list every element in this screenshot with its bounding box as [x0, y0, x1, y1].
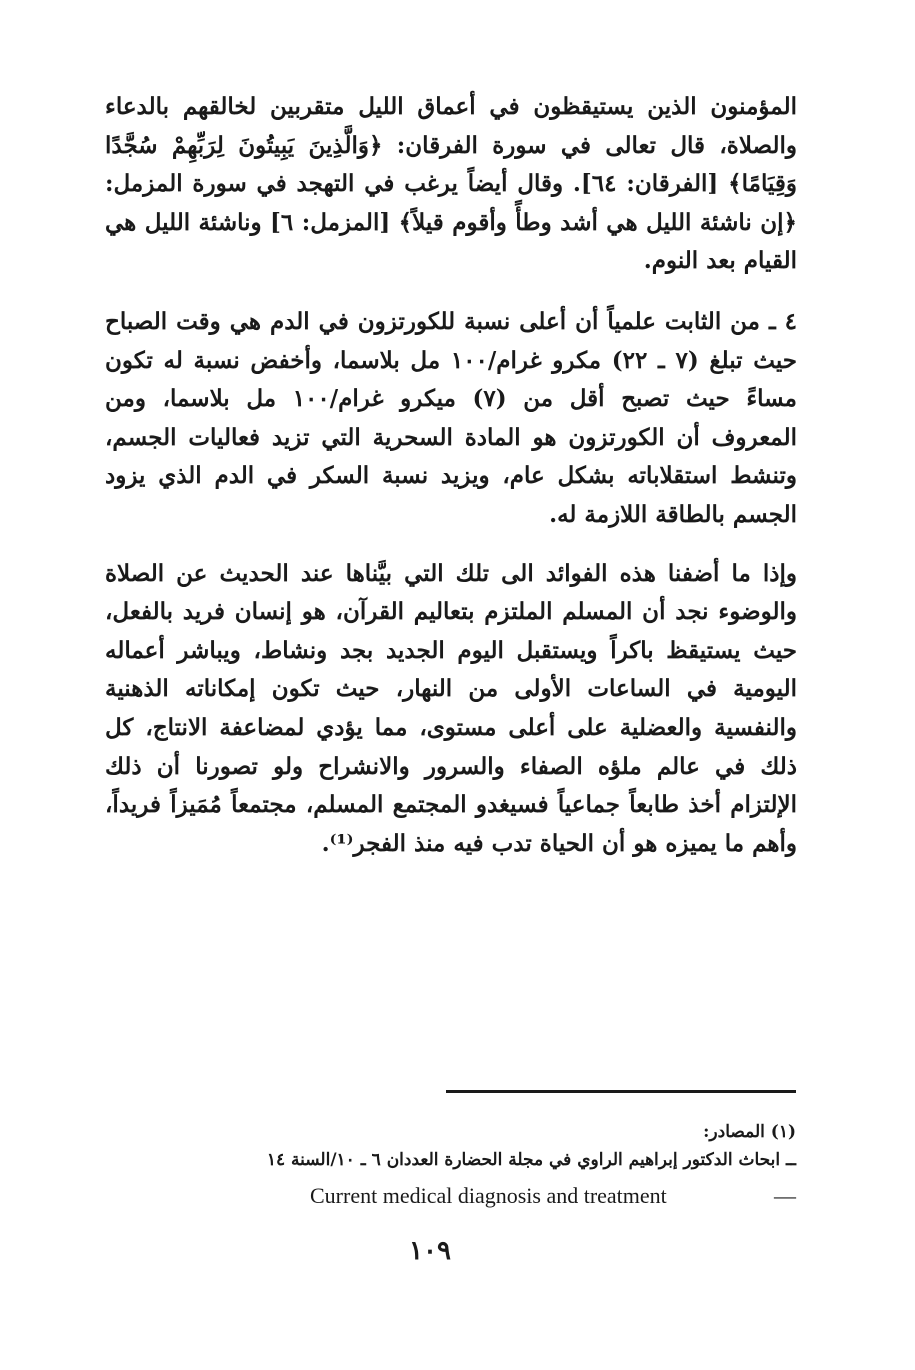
page-body: [105, 88, 797, 883]
paragraph-2: ٤ ـ من الثابت علمياً أن أعلى نسبة للكورتزون في الدم هي وقت الصباح حيث تبلغ (٧ ـ ٢٢) مكرو غرام/١٠٠ مل بلاسما، وأخفض نسبة له تكون مساءً حيث تصبح أقل من (٧) ميكرو غرام/١٠٠ مل بلاسما، ومن المعروف أن الكورتزون هو المادة السحرية التي تزيد فعاليات الجسم، وتنشط استقلاباته بشكل عام، ويزيد نسبة السكر في الدم الذي يزود الجسم بالطاقة اللازمة له.: [105, 307, 797, 528]
footnote-source-latin: [310, 1183, 796, 1209]
paragraph-1: المؤمنون الذين يستيقظون في أعماق الليل متقربين لخالقهم بالدعاء والصلاة، قال تعالى في سورة الفرقان: ﴿وَالَّذِينَ يَبِيتُونَ لِرَبِّهِمْ سُجَّدًا وَقِيَامًا﴾ [الفرقان: ٦٤]. وقال أيضاً يرغب في التهجد في سورة المزمل: ﴿إن ناشئة الليل هي أشد وطأً وأقوم قيلاً﴾ [المزمل: ٦] وناشئة الليل هي القيام بعد النوم.: [105, 93, 797, 275]
footnote-source-latin-dash: —: [774, 1183, 796, 1208]
footnote-source-arabic: ــ ابحاث الدكتور إبراهيم الراوي في مجلة الحضارة العددان ٦ ـ ١٠/السنة ١٤: [266, 1150, 796, 1170]
page-number: ١٠٩: [409, 1236, 451, 1266]
paragraph-3: وإذا ما أضفنا هذه الفوائد الى تلك التي بيَّناها عند الحديث عن الصلاة والوضوء نجد أن المسلم الملتزم بتعاليم القرآن، هو إنسان فريد بالفعل، حيث يستيقظ باكراً ويستقبل اليوم الجديد بجد ونشاط، ويباشر أعماله اليومية في الساعات الأولى من النهار، حيث تكون إمكاناته الذهنية والنفسية والعضلية على أعلى مستوى، مما يؤدي لمضاعفة الانتاج، كل ذلك في عالم ملؤه الصفاء والسرور والانشراح ولو تصورنا أن ذلك الإلتزام أخذ طابعاً جماعياً فسيغدو المجتمع المسلم، مجتمعاً مُمَيزاً فريداً، وأهم ما يميزه هو أن الحياة تدب فيه منذ الفجر⁽¹⁾.: [105, 559, 797, 857]
footnote-heading: (١) المصادر:: [703, 1122, 796, 1142]
footnotes: [266, 1118, 796, 1174]
footnote-source-latin-text: Current medical diagnosis and treatment: [310, 1183, 667, 1208]
footnote-divider: [446, 1090, 796, 1093]
